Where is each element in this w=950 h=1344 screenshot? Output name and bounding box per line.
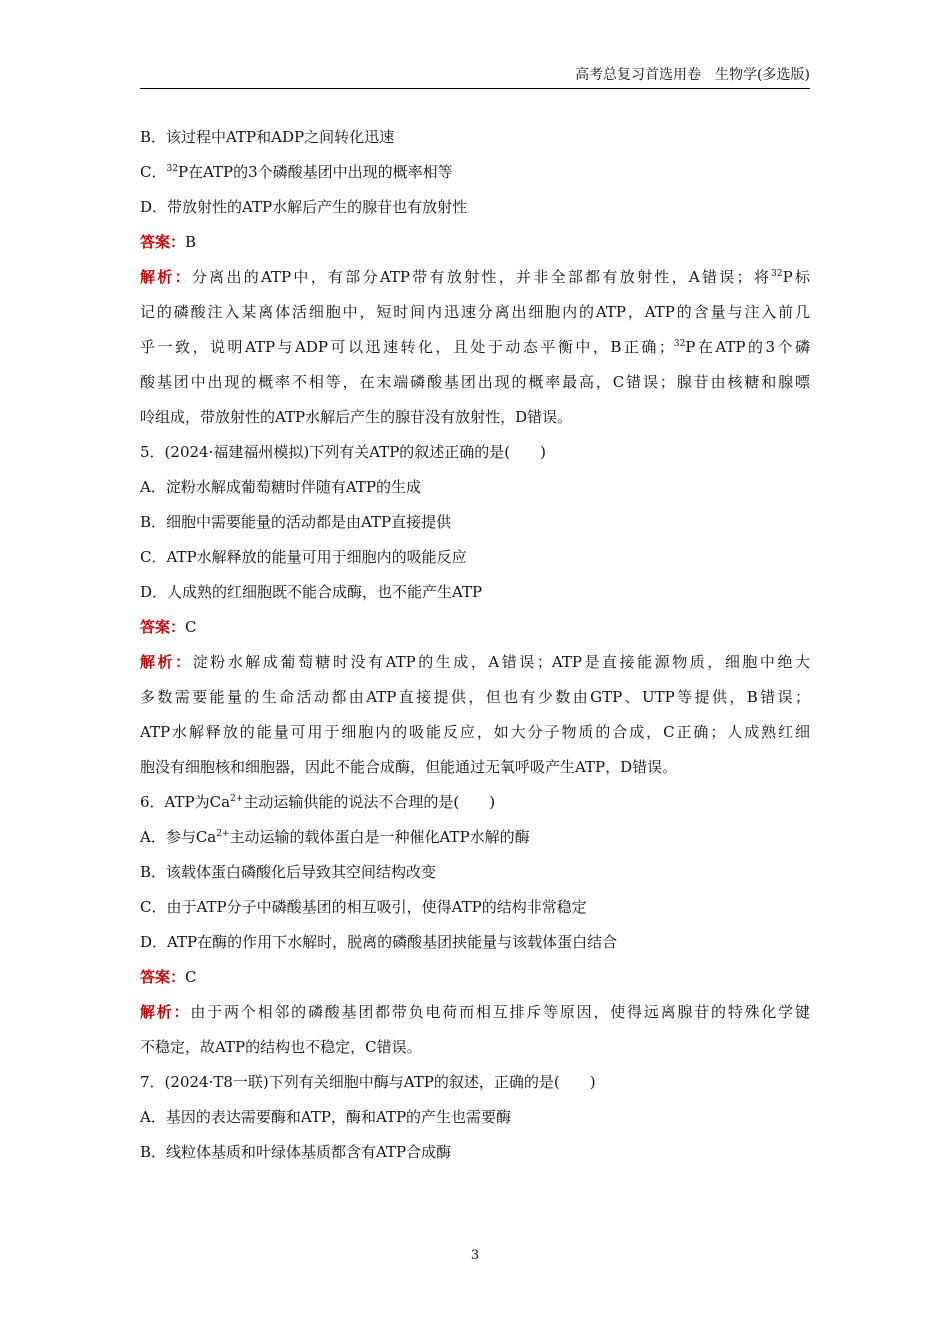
q5-analysis-line-4: 胞没有细胞核和细胞器，因此不能合成酶，但能通过无氧呼吸产生ATP，D错误。 <box>140 758 678 776</box>
answer-label: 答案： <box>140 618 186 636</box>
q7-stem: 7．(2024·T8一联)下列有关细胞中酶与ATP的叙述，正确的是( ) <box>140 1073 596 1091</box>
analysis-label: 解析： <box>140 268 192 286</box>
q7-option-a: A．基因的表达需要酶和ATP，酶和ATP的产生也需要酶 <box>140 1108 512 1126</box>
page-content <box>140 124 810 1174</box>
q4-analysis-line-1: 解析：分离出的ATP中，有部分ATP带有放射性，并非全部都有放射性，A错误；将$^{32}$P标 <box>140 268 810 286</box>
running-header: 高考总复习首选用卷 生物学(多选版) <box>575 67 810 83</box>
q6-stem: 6．ATP为$Ca^{2+}$主动运输供能的说法不合理的是( ) <box>140 793 496 811</box>
q5-analysis-line-1: 解析：淀粉水解成葡萄糖时没有ATP的生成，A错误；ATP是直接能源物质，细胞中绝大 <box>140 653 810 671</box>
analysis-label: 解析： <box>140 653 193 671</box>
q4-analysis-line-5: 呤组成，带放射性的ATP水解后产生的腺苷没有放射性，D错误。 <box>140 408 573 426</box>
q4-analysis-line-4: 酸基团中出现的概率不相等，在末端磷酸基团出现的概率最高，C错误；腺苷由核糖和腺嘌 <box>140 373 810 391</box>
q6-option-c: C．由于ATP分子中磷酸基团的相互吸引，使得ATP的结构非常稳定 <box>140 898 587 916</box>
q6-analysis-line-2: 不稳定，故ATP的结构也不稳定，C错误。 <box>140 1038 422 1056</box>
answer-label: 答案： <box>140 968 186 986</box>
q4-option-b: B．该过程中ATP和ADP之间转化迅速 <box>140 128 395 146</box>
q5-analysis-line-2: 多数需要能量的生命活动都由ATP直接提供，但也有少数由GTP、UTP等提供，B错误； <box>140 688 810 706</box>
q7-option-b: B．线粒体基质和叶绿体基质都含有ATP合成酶 <box>140 1143 452 1161</box>
q4-answer: 答案：B <box>140 233 197 251</box>
header-rule <box>140 88 810 89</box>
q5-option-d: D．人成熟的红细胞既不能合成酶，也不能产生ATP <box>140 583 483 601</box>
q5-answer: 答案：C <box>140 618 197 636</box>
q4-option-c: C．$^{32}$P在ATP的3个磷酸基团中出现的概率相等 <box>140 163 453 181</box>
q4-option-d: D．带放射性的ATP水解后产生的腺苷也有放射性 <box>140 198 468 216</box>
q5-stem: 5．(2024·福建福州模拟)下列有关ATP的叙述正确的是( ) <box>140 443 547 461</box>
q6-answer: 答案：C <box>140 968 197 986</box>
q6-option-b: B．该载体蛋白磷酸化后导致其空间结构改变 <box>140 863 437 881</box>
q5-option-b: B．细胞中需要能量的活动都是由ATP直接提供 <box>140 513 452 531</box>
q6-option-a: A．参与$Ca^{2+}$主动运输的载体蛋白是一种催化ATP水解的酶 <box>140 828 530 846</box>
answer-label: 答案： <box>140 233 186 251</box>
q5-option-a: A．淀粉水解成葡萄糖时伴随有ATP的生成 <box>140 478 421 496</box>
q6-option-d: D．ATP在酶的作用下水解时，脱离的磷酸基团挟能量与该载体蛋白结合 <box>140 933 618 951</box>
q5-analysis-line-3: ATP水解释放的能量可用于细胞内的吸能反应，如大分子物质的合成，C正确；人成熟红细 <box>140 723 810 741</box>
q6-analysis-line-1: 解析：由于两个相邻的磷酸基团都带负电荷而相互排斥等原因，使得远离腺苷的特殊化学键 <box>140 1003 810 1021</box>
q5-option-c: C．ATP水解释放的能量可用于细胞内的吸能反应 <box>140 548 467 566</box>
analysis-label: 解析： <box>140 1003 191 1021</box>
q4-analysis-line-3: 乎一致，说明ATP与ADP可以迅速转化，且处于动态平衡中，B正确；$^{32}$P在ATP的3个磷 <box>140 338 810 356</box>
page-number: 3 <box>470 1248 480 1263</box>
q4-analysis-line-2: 记的磷酸注入某离体活细胞中，短时间内迅速分离出细胞内的ATP，ATP的含量与注入前几 <box>140 303 810 321</box>
